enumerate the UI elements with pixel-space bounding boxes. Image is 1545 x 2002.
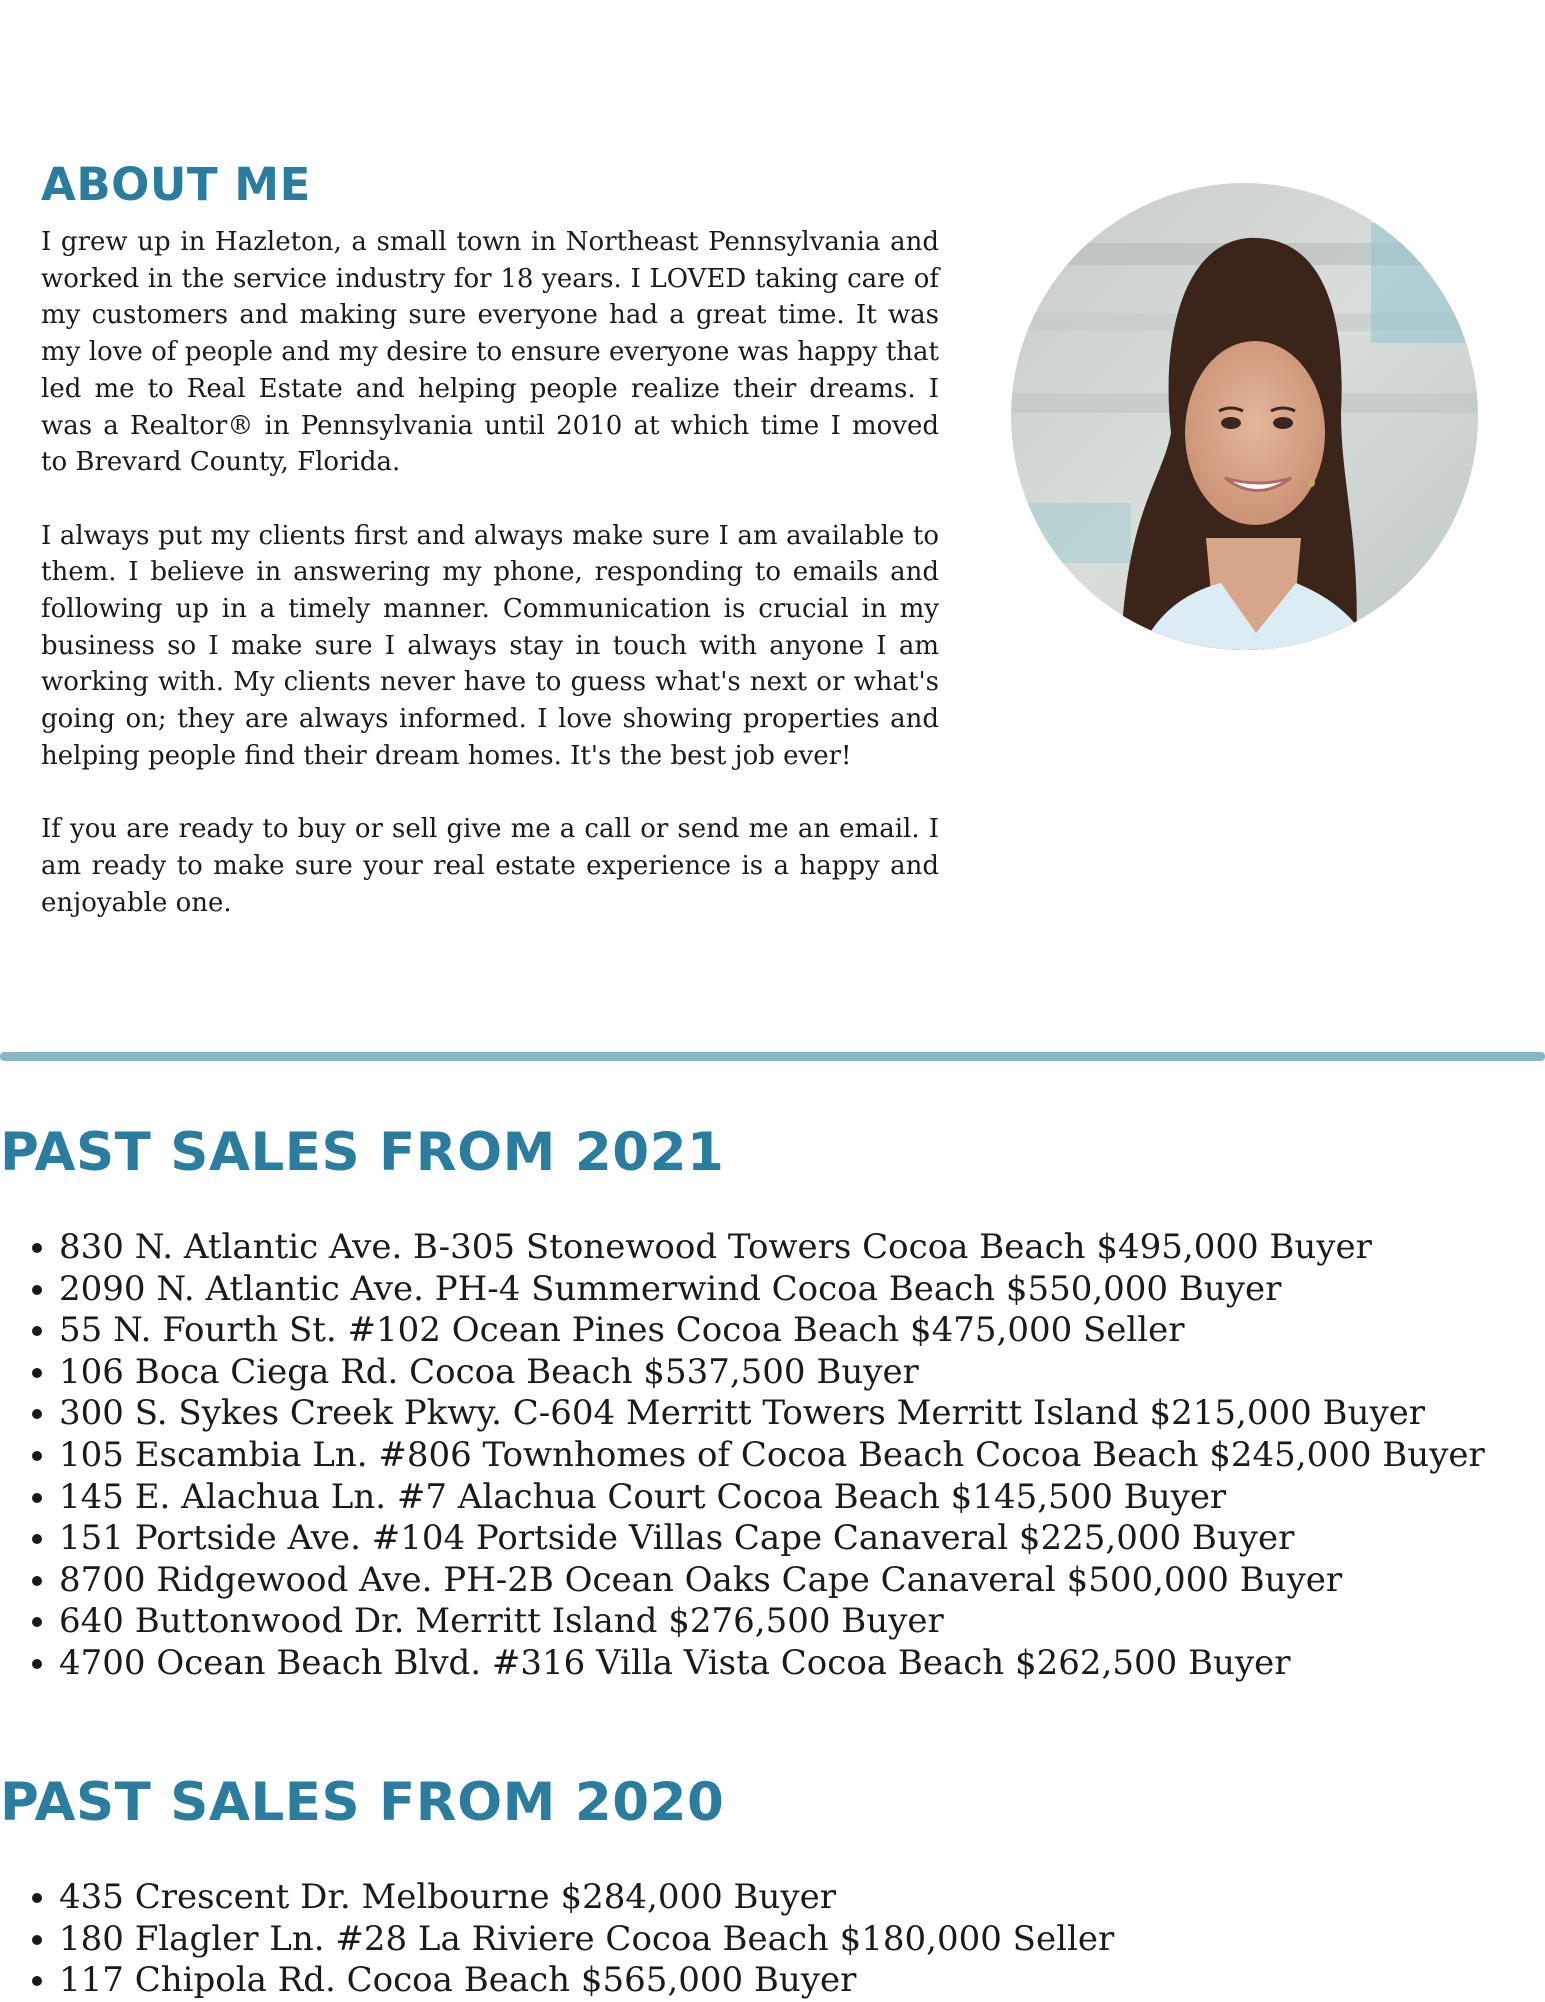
section-divider (0, 1052, 1545, 1061)
about-paragraph: I always put my clients first and always make sure I am available to them. I believe in answering my phone, responding to emails and following up in a timely manner. Communication is crucial in my business so I make sure I always stay in touch with anyone I am working with. My clients never have to guess what's next or what's going on; they are always informed. I love showing properties and helping people find their dream homes. It's the best job ever! (41, 520, 939, 771)
list-item: • 151 Portside Ave. #104 Portside Villas Cape Canaveral $225,000 Buyer (59, 1518, 1485, 1560)
past-sales-2021-list (0, 1227, 1485, 1685)
past-sales-2020-list (0, 1877, 1114, 2002)
about-paragraph: I grew up in Hazleton, a small town in Northeast Pennsylvania and worked in the service industry for 18 years. I LOVED taking care of my customers and making sure everyone had a great time. It was my love of people and my desire to ensure everyone was happy that led me to Real Estate and helping people realize their dreams. I was a Realtor® in Pennsylvania until 2010 at which time I moved to Brevard County, Florida. (41, 227, 939, 478)
list-item: • 117 Chipola Rd. Cocoa Beach $565,000 Buyer (59, 1960, 1114, 2002)
list-item: • 105 Escambia Ln. #806 Townhomes of Cocoa Beach Cocoa Beach $245,000 Buyer (59, 1435, 1485, 1477)
list-item: • 145 E. Alachua Ln. #7 Alachua Court Cocoa Beach $145,500 Buyer (59, 1477, 1485, 1519)
list-item: • 300 S. Sykes Creek Pkwy. C-604 Merritt Towers Merritt Island $215,000 Buyer (59, 1393, 1485, 1435)
list-item: • 435 Crescent Dr. Melbourne $284,000 Buyer (59, 1877, 1114, 1919)
about-me-body (41, 224, 939, 958)
about-paragraph: If you are ready to buy or sell give me a call or send me an email. I am ready to make sure your real estate experience is a happy and enjoyable one. (41, 814, 939, 918)
list-item: • 830 N. Atlantic Ave. B-305 Stonewood Towers Cocoa Beach $495,000 Buyer (59, 1227, 1485, 1269)
list-item: • 8700 Ridgewood Ave. PH-2B Ocean Oaks Cape Canaveral $500,000 Buyer (59, 1560, 1485, 1602)
past-sales-2021-heading: PAST SALES FROM 2021 (0, 1122, 725, 1183)
list-item: • 2090 N. Atlantic Ave. PH-4 Summerwind Cocoa Beach $550,000 Buyer (59, 1269, 1485, 1311)
list-item: • 55 N. Fourth St. #102 Ocean Pines Cocoa Beach $475,000 Seller (59, 1310, 1485, 1352)
about-me-heading: ABOUT ME (41, 158, 311, 211)
list-item: • 106 Boca Ciega Rd. Cocoa Beach $537,500 Buyer (59, 1352, 1485, 1394)
agent-portrait-photo (1011, 183, 1478, 650)
list-item: • 640 Buttonwood Dr. Merritt Island $276,500 Buyer (59, 1601, 1485, 1643)
past-sales-2020-heading: PAST SALES FROM 2020 (0, 1772, 725, 1833)
list-item: • 180 Flagler Ln. #28 La Riviere Cocoa Beach $180,000 Seller (59, 1919, 1114, 1961)
list-item: • 4700 Ocean Beach Blvd. #316 Villa Vista Cocoa Beach $262,500 Buyer (59, 1643, 1485, 1685)
